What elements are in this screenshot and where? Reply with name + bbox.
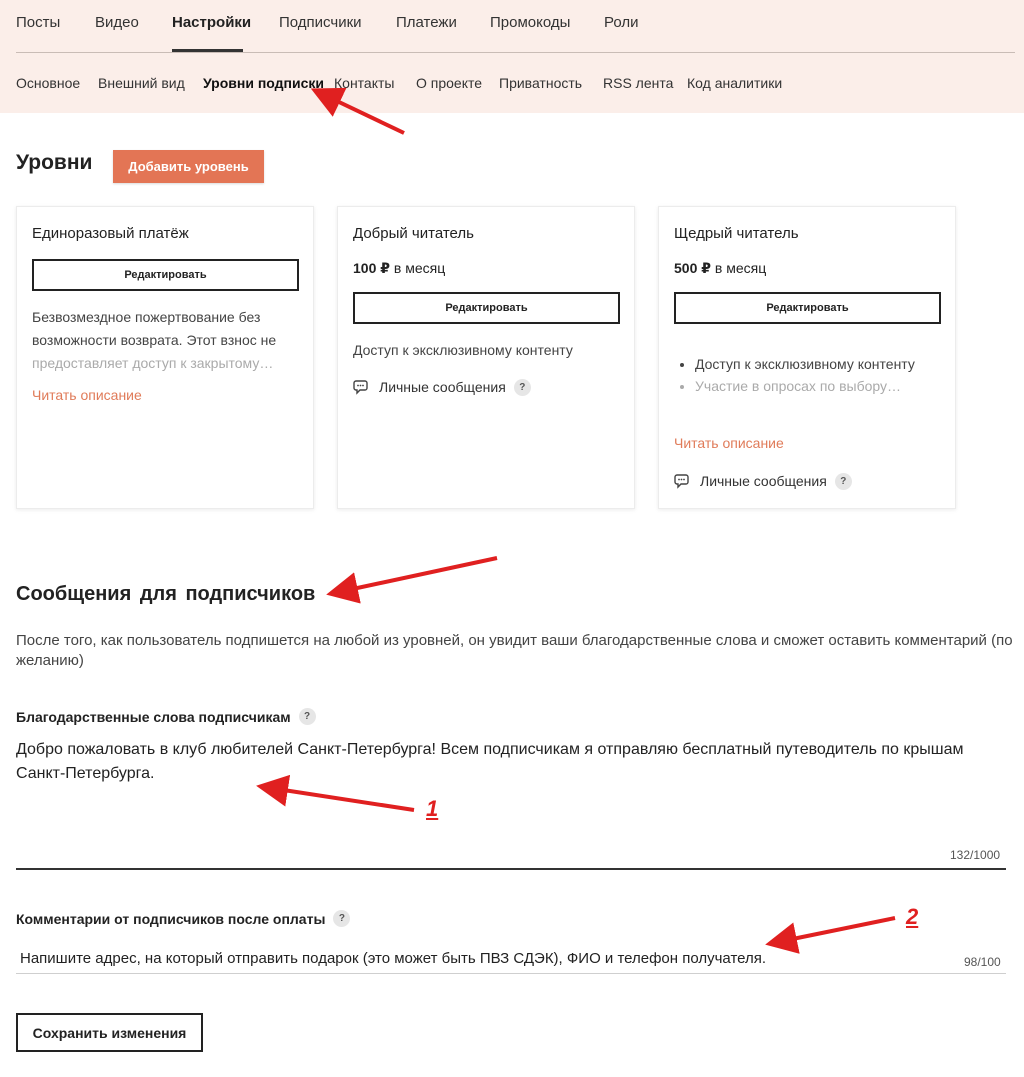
read-description-link[interactable]: Читать описание xyxy=(674,435,784,451)
subtab-appearance[interactable]: Внешний вид xyxy=(98,75,185,91)
thanks-textarea[interactable] xyxy=(16,738,1006,870)
annotation-number-2: 2 xyxy=(906,904,919,929)
feature-label: Личные сообщения xyxy=(700,473,827,489)
messages-description: После того, как пользователь подпишется на любой из уровней, он увидит ваши благодарственные слова и сможет оставить комментарий (по желанию) xyxy=(16,632,1013,669)
comments-input[interactable] xyxy=(16,944,1006,974)
level-card-price xyxy=(353,260,445,277)
level-card-good-reader xyxy=(337,206,635,509)
benefit-item: • Участие в опросах по выбору… xyxy=(695,375,919,397)
description-line: предоставляет доступ к закрытому… xyxy=(32,355,274,371)
edit-level-button[interactable]: Редактировать xyxy=(674,292,941,324)
thanks-field-label xyxy=(16,708,316,725)
level-card-title: Единоразовый платёж xyxy=(32,225,189,242)
help-icon[interactable]: ? xyxy=(299,708,316,725)
main-tabs xyxy=(16,0,1015,53)
read-description-link[interactable]: Читать описание xyxy=(32,387,142,403)
chat-bubbles-icon xyxy=(674,472,694,490)
levels-title: Уровни xyxy=(16,151,93,174)
messages-title: Сообщения для подписчиков xyxy=(16,583,316,605)
tab-roles[interactable]: Роли xyxy=(604,14,639,31)
price-amount: 100 ₽ xyxy=(353,260,390,276)
level-card-price xyxy=(674,260,766,277)
feature-label: Личные сообщения xyxy=(379,379,506,395)
subtab-privacy[interactable]: Приватность xyxy=(499,75,583,91)
subtab-contacts[interactable]: Контакты xyxy=(334,75,395,91)
comments-field-label xyxy=(16,910,350,927)
thanks-label-text: Благодарственные слова подписчикам xyxy=(16,708,291,725)
chat-bubbles-icon xyxy=(353,378,373,396)
feature-private-messages xyxy=(353,378,531,396)
tab-posts[interactable]: Посты xyxy=(16,14,61,31)
level-card-generous-reader xyxy=(658,206,956,509)
tab-promocodes[interactable]: Промокоды xyxy=(490,14,571,31)
help-icon[interactable]: ? xyxy=(333,910,350,927)
level-card-title: Добрый читатель xyxy=(353,225,474,242)
price-period: в месяц xyxy=(393,260,446,276)
tab-settings[interactable]: Настройки xyxy=(172,14,252,31)
active-tab-indicator xyxy=(172,49,243,52)
level-card-one-time xyxy=(16,206,314,509)
save-changes-button[interactable]: Сохранить изменения xyxy=(16,1013,203,1052)
tab-video[interactable]: Видео xyxy=(95,14,139,31)
price-amount: 500 ₽ xyxy=(674,260,711,276)
subtab-general[interactable]: Основное xyxy=(16,75,81,91)
subtab-about[interactable]: О проекте xyxy=(416,75,483,91)
benefit-item: • Доступ к эксклюзивному контенту xyxy=(695,353,919,375)
description-line: Безвозмездное пожертвование без xyxy=(32,309,261,325)
edit-level-button[interactable]: Редактировать xyxy=(32,259,299,291)
level-card-description: Доступ к эксклюзивному контенту xyxy=(353,342,573,358)
subtab-subscription-levels[interactable]: Уровни подписки xyxy=(203,75,325,91)
tab-payments[interactable]: Платежи xyxy=(396,14,457,31)
thanks-char-counter: 132/1000 xyxy=(950,848,1001,862)
comments-char-counter: 98/100 xyxy=(964,955,1001,969)
help-icon[interactable]: ? xyxy=(514,379,531,396)
settings-header xyxy=(0,0,1024,113)
add-level-button[interactable]: Добавить уровень xyxy=(113,150,264,183)
level-card-benefits xyxy=(679,353,919,397)
annotation-number-1: 1 xyxy=(426,796,439,821)
arrow-to-messages-title xyxy=(334,558,497,593)
price-period: в месяц xyxy=(714,260,767,276)
tab-subscribers[interactable]: Подписчики xyxy=(279,14,362,31)
subtab-rss[interactable]: RSS лента xyxy=(603,75,674,91)
feature-private-messages xyxy=(674,472,852,490)
edit-level-button[interactable]: Редактировать xyxy=(353,292,620,324)
level-card-title: Щедрый читатель xyxy=(674,225,799,242)
help-icon[interactable]: ? xyxy=(835,473,852,490)
level-card-description xyxy=(32,306,307,375)
description-line: возможности возврата. Этот взнос не xyxy=(32,332,277,348)
comments-label-text: Комментарии от подписчиков после оплаты xyxy=(16,910,326,927)
subtab-analytics[interactable]: Код аналитики xyxy=(687,75,783,91)
arrow-to-comments-text xyxy=(773,918,895,943)
